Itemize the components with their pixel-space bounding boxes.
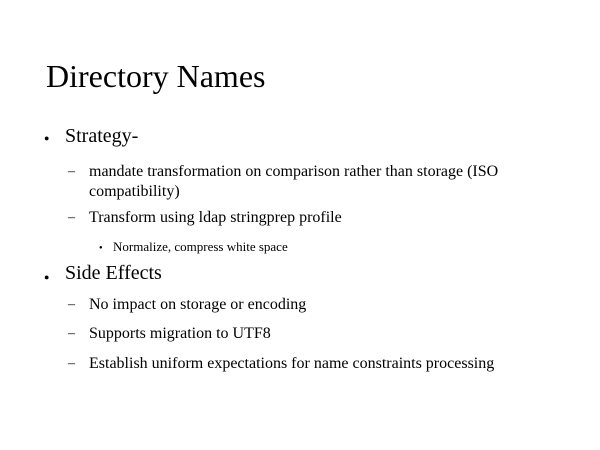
subitem-uniform-expectations: Establish uniform expectations for name constraints processing [89, 355, 495, 372]
bullet-strategy: Strategy- [65, 125, 139, 147]
subsubitem-normalize: Normalize, compress white space [113, 239, 288, 254]
level1-bullet-marker: ● [44, 133, 50, 143]
subitem-no-impact: No impact on storage or encoding [89, 296, 307, 313]
subitem-utf8-migration: Supports migration to UTF8 [89, 325, 271, 342]
level2-dash-marker: – [68, 297, 75, 312]
level3-bullet-marker: ● [99, 245, 103, 251]
subitem-transform-ldap: Transform using ldap stringprep profile [89, 209, 342, 226]
level1-bullet-marker: ● [44, 272, 50, 282]
bullet-side-effects: Side Effects [65, 262, 162, 284]
level2-dash-marker: – [68, 210, 75, 225]
subitem-mandate-transformation: mandate transformation on comparison rather than storage (ISO compatibility) [89, 163, 499, 200]
level2-dash-marker: – [68, 326, 75, 341]
level2-dash-marker: – [68, 164, 75, 179]
level2-dash-marker: – [68, 356, 75, 371]
slide-title: Directory Names [46, 58, 266, 94]
